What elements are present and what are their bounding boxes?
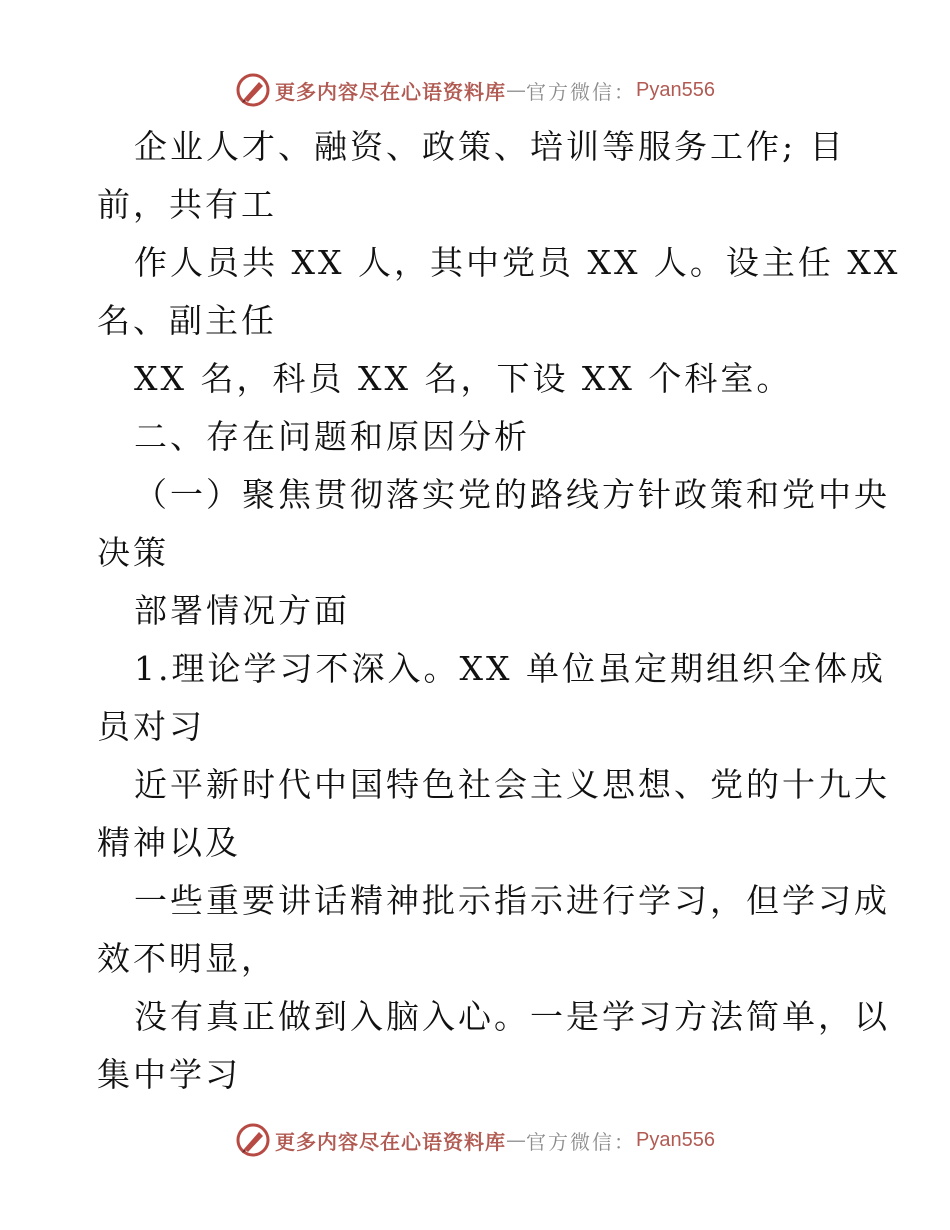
text-line: XX 名，科员 XX 名，下设 XX 个科室。 [134, 359, 793, 398]
text-line: 集中学习 [97, 1055, 241, 1094]
watermark-main-text: 更多内容尽在心语资料库 [275, 1129, 507, 1154]
text-line: 企业人才、融资、政策、培训等服务工作; 目 [134, 127, 846, 166]
text-line: 员对习 [97, 707, 205, 746]
text-line: 部署情况方面 [134, 591, 350, 630]
text-line: 作人员共 XX 人，其中党员 XX 人。设主任 XX [134, 243, 901, 282]
text-line: 1.理论学习不深入。XX 单位虽定期组织全体成 [134, 649, 886, 688]
document-body [0, 118, 950, 1104]
header-watermark [0, 70, 950, 110]
watermark-sub-text: 官方微信： [526, 79, 637, 104]
text-line: 没有真正做到入脑入心。一是学习方法简单，以 [134, 997, 890, 1036]
text-line: 效不明显， [97, 939, 277, 978]
watermark-wechat-id: Pyan556 [636, 78, 715, 101]
footer-watermark [0, 1120, 950, 1160]
subsection-heading-cont: 决策 [97, 533, 169, 572]
watermark-dash: — [506, 1128, 527, 1152]
watermark-sub-text: 官方微信： [526, 1129, 637, 1154]
pen-circle-logo-icon [235, 72, 271, 108]
pen-circle-logo-icon [235, 1122, 271, 1158]
text-line: 近平新时代中国特色社会主义思想、党的十九大 [134, 765, 890, 804]
watermark-dash: — [506, 78, 527, 102]
section-heading: 二、存在问题和原因分析 [134, 417, 530, 456]
text-line: 一些重要讲话精神批示指示进行学习，但学习成 [134, 881, 890, 920]
watermark-main-text: 更多内容尽在心语资料库 [275, 79, 507, 104]
text-line: 名、副主任 [97, 301, 277, 340]
watermark-wechat-id: Pyan556 [636, 1128, 715, 1151]
text-line: 前，共有工 [97, 185, 277, 224]
subsection-heading: （一）聚焦贯彻落实党的路线方针政策和党中央 [134, 475, 890, 514]
text-line: 精神以及 [97, 823, 241, 862]
